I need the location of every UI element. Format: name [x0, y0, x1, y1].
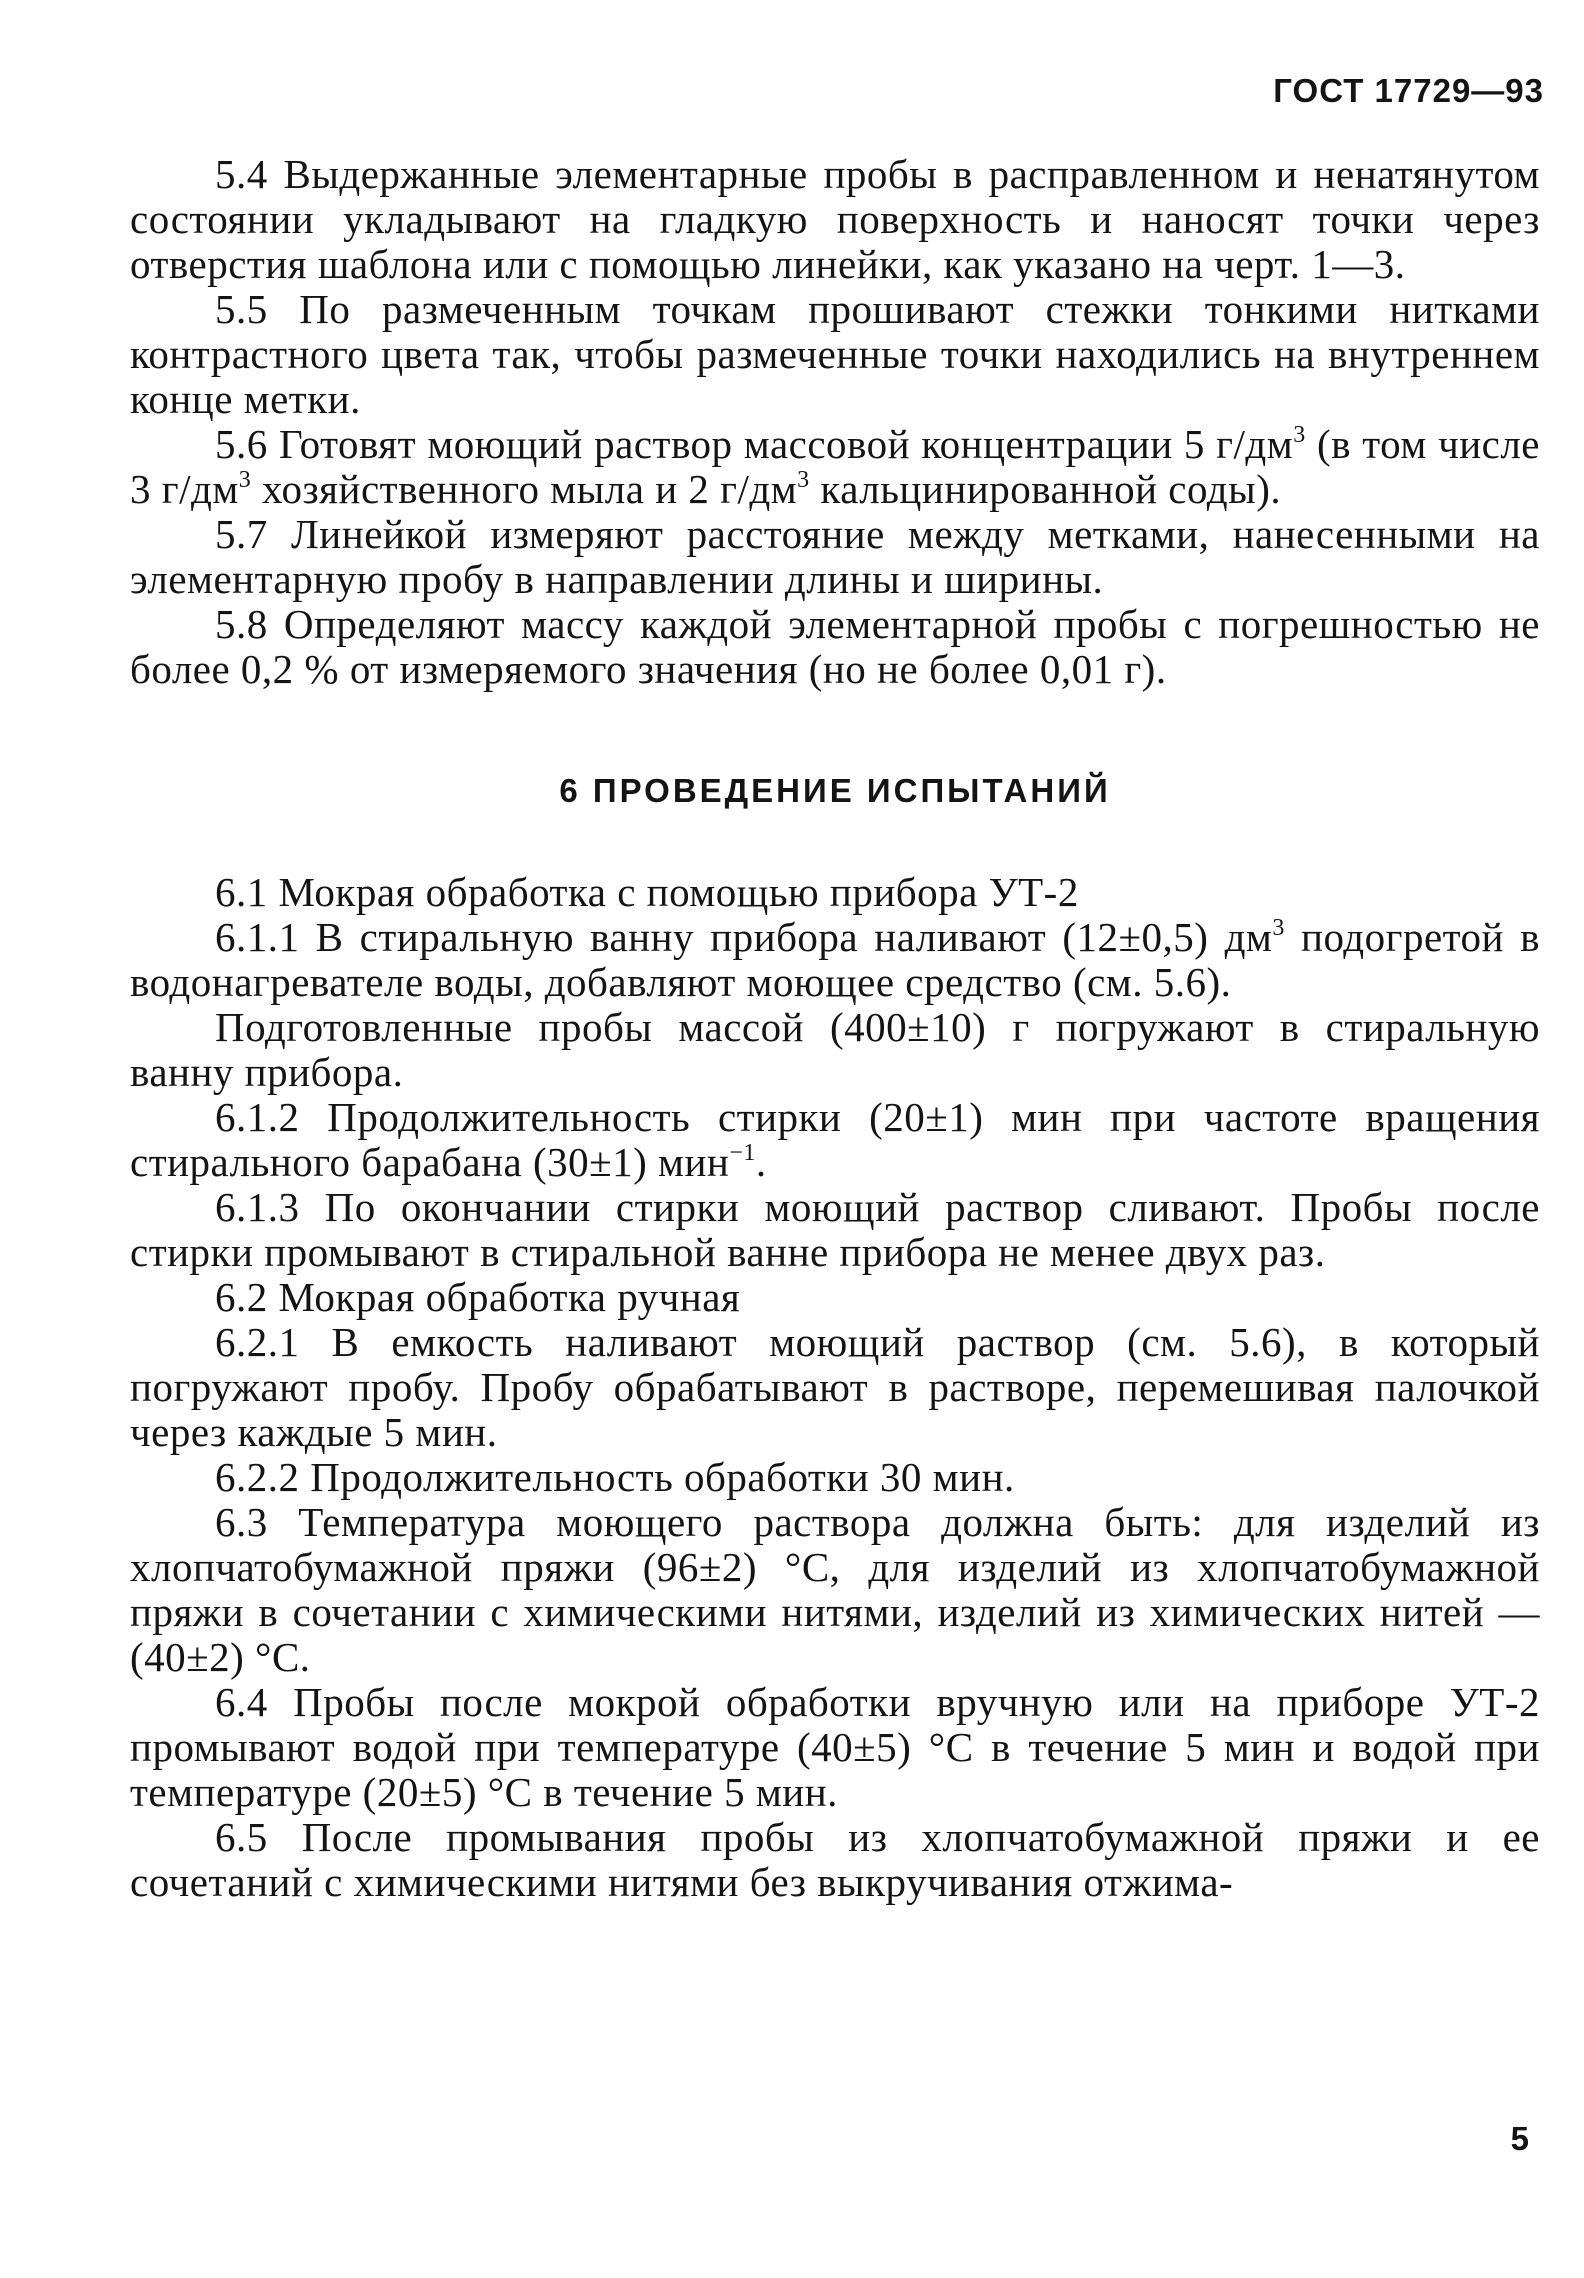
paragraph-6-3: 6.3 Температура моющего раствора должна быть: для изделий из хлопчатобумажной пряжи (96±2) °С, для изделий из хлопчатобумажной пряжи в сочетании с химическими нитями, изделий из химических нитей — (40±2) °С.	[130, 1499, 1540, 1680]
paragraph-5-8: 5.8 Определяют массу каждой элементарной пробы с погрешностью не более 0,2 % от измеряемого значения (но не более 0,01 г).	[130, 601, 1540, 692]
paragraph-6-2-2: 6.2.2 Продолжительность обработки 30 мин.	[215, 1454, 1015, 1500]
paragraph-6-1-2	[130, 1095, 1540, 1185]
paragraph-6-1-2-text-1: 6.1.2 Продолжительность стирки (20±1) мин при частоте вращения стирального барабана (30±1) мин	[130, 1094, 1540, 1185]
superscript-3: 3	[238, 467, 252, 493]
paragraph-6-2: 6.2 Мокрая обработка ручная	[215, 1274, 741, 1320]
paragraph-5-6-text-1: 5.6 Готовят моющий раствор массовой концентрации 5 г/дм	[215, 421, 1294, 467]
section-6-title: 6 ПРОВЕДЕНИЕ ИСПЫТАНИЙ	[559, 772, 1111, 809]
paragraph-6-1-2-text-2: .	[755, 1139, 767, 1185]
paragraph-5-6-text-2: (в том числе 3 г/дм	[130, 421, 1540, 512]
paragraph-5-5: 5.5 По размеченным точкам прошивают стежки тонкими нитками контрастного цвета так, чтобы размеченные точки находились на внутреннем конце метки.	[130, 286, 1540, 422]
paragraph-6-1-3: 6.1.3 По окончании стирки моющий раствор сливают. Пробы после стирки промывают в стиральной ванне прибора не менее двух раз.	[130, 1184, 1540, 1275]
paragraph-6-2-1: 6.2.1 В емкость наливают моющий раствор (см. 5.6), в который погружают пробу. Пробу обрабатывают в растворе, перемешивая палочкой через каждые 5 мин.	[130, 1319, 1540, 1455]
superscript-minus-1: −1	[729, 1140, 756, 1166]
document-header: ГОСТ 17729—93	[1273, 72, 1544, 109]
document-body	[130, 152, 1540, 1905]
superscript-3: 3	[797, 467, 810, 493]
page-number: 5	[1510, 2120, 1529, 2157]
paragraph-6-1-1-continued: Подготовленные пробы массой (400±10) г погружают в стиральную ванну прибора.	[130, 1004, 1540, 1095]
paragraph-6-4: 6.4 Пробы после мокрой обработки вручную или на приборе УТ-2 промывают водой при температуре (40±5) °С в течение 5 мин и водой при температуре (20±5) °С в течение 5 мин.	[130, 1679, 1540, 1815]
paragraph-6-5: 6.5 После промывания пробы из хлопчатобумажной пряжи и ее сочетаний с химическими нитями без выкручивания отжима-	[130, 1814, 1540, 1905]
paragraph-5-6-text-4: кальцинированной соды).	[809, 466, 1282, 512]
paragraph-5-6	[130, 422, 1540, 512]
paragraph-5-7: 5.7 Линейкой измеряют расстояние между метками, нанесенными на элементарную пробу в направлении длины и ширины.	[130, 511, 1540, 602]
paragraph-5-6-text-3: хозяйственного мыла и 2 г/дм	[251, 466, 798, 512]
paragraph-6-1: 6.1 Мокрая обработка с помощью прибора УТ-2	[215, 869, 1079, 915]
paragraph-6-1-1-text-1: 6.1.1 В стиральную ванну прибора наливают (12±0,5) дм	[215, 914, 1273, 960]
superscript-3: 3	[1272, 915, 1285, 941]
paragraph-6-1-1	[130, 915, 1540, 1005]
paragraph-6-1-1-text-2: подогретой в водонагревателе воды, добавляют моющее средство (см. 5.6).	[130, 914, 1541, 1005]
paragraph-5-4: 5.4 Выдержанные элементарные пробы в расправленном и ненатянутом состоянии укладывают на гладкую поверхность и наносят точки через отверстия шаблона или с помощью линейки, как указано на черт. 1—3.	[130, 151, 1540, 287]
superscript-3: 3	[1293, 422, 1306, 448]
